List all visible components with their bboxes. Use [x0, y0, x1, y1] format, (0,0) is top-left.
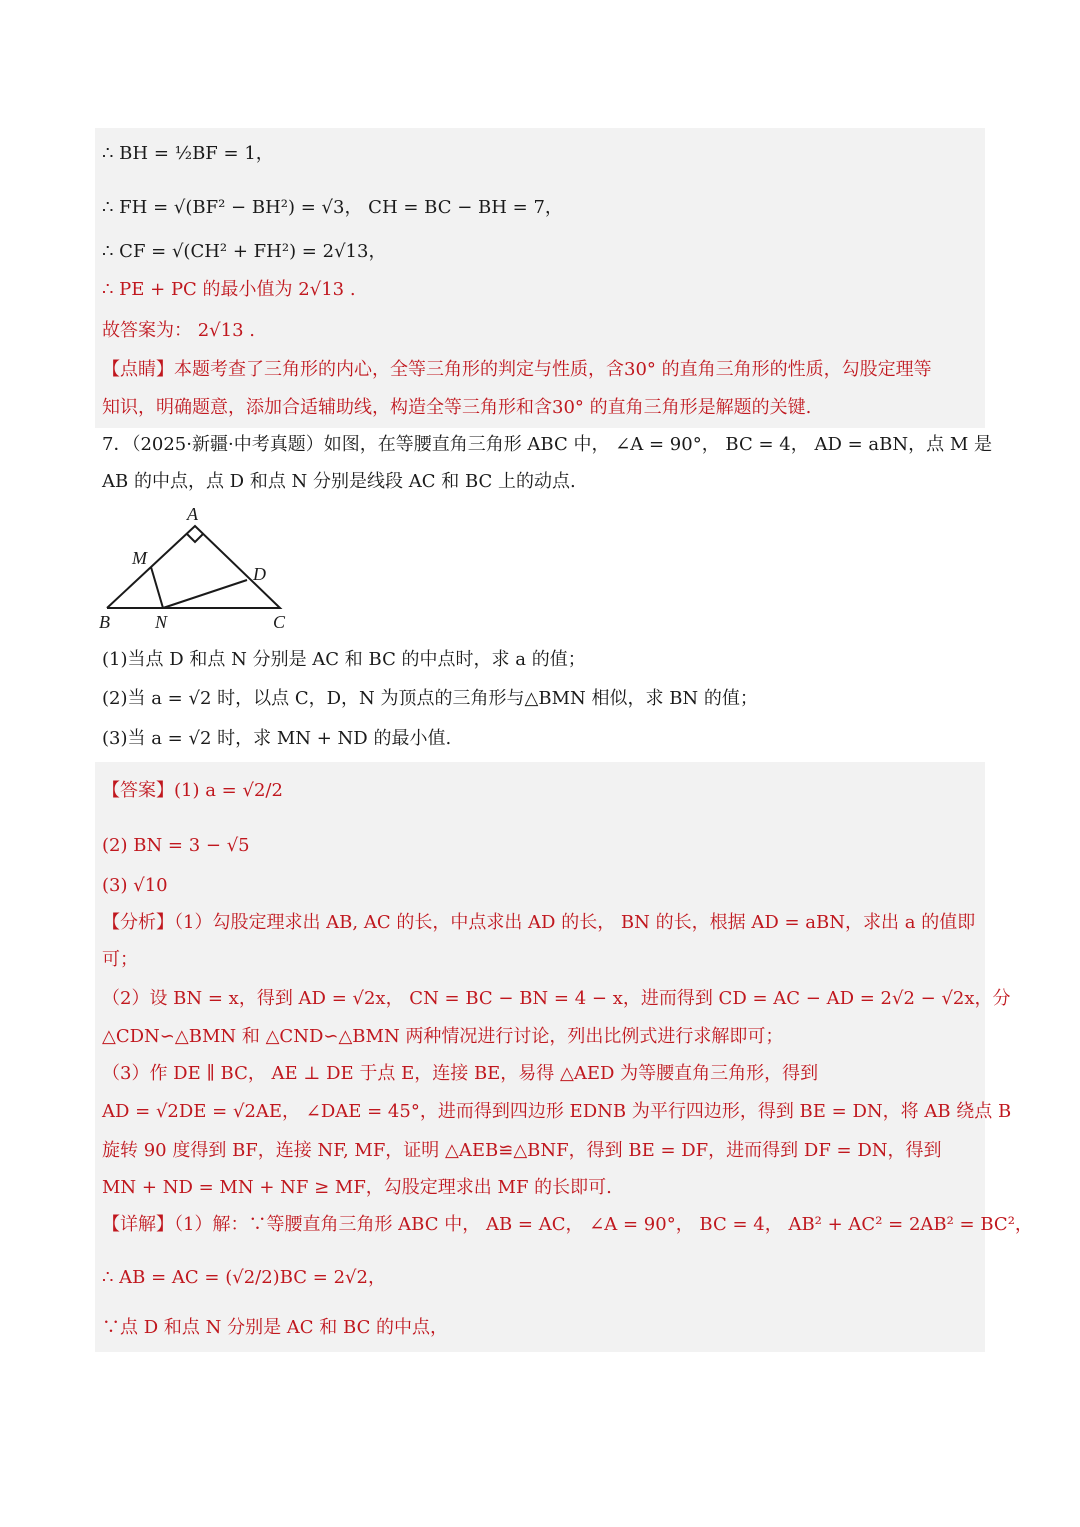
analysis-line-4: △CDN∽△BMN 和 △CND∽△BMN 两种情况进行讨论，列出比例式进行求解即可；	[102, 1026, 784, 1047]
label-c: C	[273, 612, 286, 632]
question-stem-2: AB 的中点，点 D 和点 N 分别是线段 AC 和 BC 上的动点.	[102, 471, 576, 492]
analysis-line-3: （2）设 BN = x，得到 AD = √2x， CN = BC − BN = 4 − x，进而得到 CD = AC − AD = 2√2 − √2x，分	[102, 988, 1011, 1009]
detail-line-1: 【详解】（1）解：∵等腰直角三角形 ABC 中， AB = AC， ∠A = 90°， BC = 4， AB² + AC² = 2AB² = BC²，	[102, 1214, 1033, 1235]
right-angle-mark	[187, 534, 203, 542]
analysis-line-6: AD = √2DE = √2AE， ∠DAE = 45°，进而得到四边形 EDNB 为平行四边形，得到 BE = DN，将 AB 绕点 B	[102, 1101, 1012, 1122]
question-stem-1: 7．（2025·新疆·中考真题）如图，在等腰直角三角形 ABC 中， ∠A = 90°， BC = 4， AD = aBN，点 M 是	[102, 434, 993, 455]
solution-line-1: ∴ BH = ½BF = 1，	[102, 143, 274, 164]
label-m: M	[132, 548, 147, 568]
segment-nd	[163, 580, 247, 608]
question-part-3: (3)当 a = √2 时，求 MN + ND 的最小值.	[102, 728, 452, 749]
analysis-line-8: MN + ND = MN + NF ≥ MF，勾股定理求出 MF 的长即可.	[102, 1177, 612, 1198]
analysis-line-7: 旋转 90 度得到 BF，连接 NF, MF，证明 △AEB≌△BNF，得到 BE = DF，进而得到 DF = DN，得到	[102, 1140, 942, 1161]
label-a: A	[187, 504, 198, 524]
comment-line-1: 【点睛】本题考查了三角形的内心，全等三角形的判定与性质，含30° 的直角三角形的性质，勾股定理等	[102, 359, 932, 380]
answer-line-2: (2) BN = 3 − √5	[102, 835, 250, 856]
label-d: D	[253, 564, 266, 584]
triangle-figure	[95, 500, 295, 635]
solution-line-5: 故答案为： 2√13 .	[102, 320, 255, 341]
question-part-1: (1)当点 D 和点 N 分别是 AC 和 BC 的中点时，求 a 的值；	[102, 649, 586, 670]
detail-line-2: ∴ AB = AC = (√2/2)BC = 2√2，	[102, 1267, 386, 1288]
detail-line-3: ∵点 D 和点 N 分别是 AC 和 BC 的中点，	[102, 1317, 449, 1338]
question-part-2: (2)当 a = √2 时，以点 C，D，N 为顶点的三角形与△BMN 相似，求 BN 的值；	[102, 688, 758, 709]
solution-line-3: ∴ CF = √(CH² + FH²) = 2√13，	[102, 241, 387, 262]
analysis-line-2: 可；	[102, 949, 138, 970]
answer-line-1: 【答案】(1) a = √2/2	[102, 780, 283, 801]
segment-mn	[151, 567, 163, 608]
solution-line-2: ∴ FH = √(BF² − BH²) = √3， CH = BC − BH = 7，	[102, 197, 563, 218]
analysis-line-1: 【分析】（1）勾股定理求出 AB, AC 的长，中点求出 AD 的长， BN 的长，根据 AD = aBN，求出 a 的值即	[102, 912, 976, 933]
solution-line-4: ∴ PE + PC 的最小值为 2√13 .	[102, 279, 356, 300]
label-n: N	[155, 612, 168, 632]
label-b: B	[99, 612, 110, 632]
answer-line-3: (3) √10	[102, 875, 168, 896]
comment-line-2: 知识，明确题意，添加合适辅助线，构造全等三角形和含30° 的直角三角形是解题的关键.	[102, 397, 812, 418]
analysis-line-5: （3）作 DE ∥ BC， AE ⊥ DE 于点 E，连接 BE，易得 △AED 为等腰直角三角形，得到	[102, 1063, 819, 1084]
